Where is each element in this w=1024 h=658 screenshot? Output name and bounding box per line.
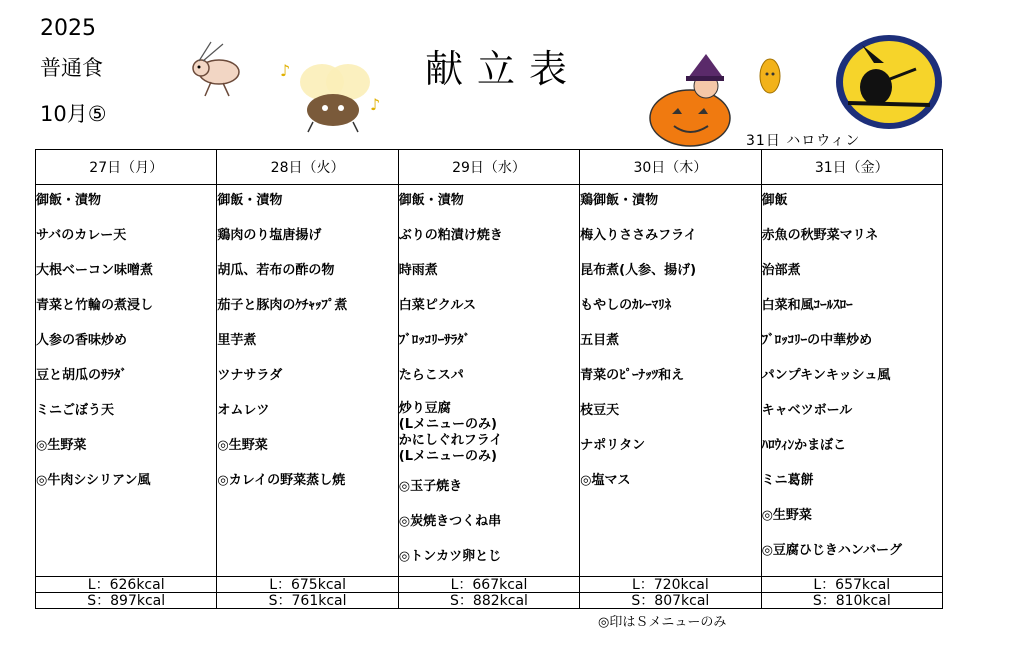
day-header-29: 29日（水） (398, 150, 579, 185)
menu-item: ﾌﾞﾛｯｺﾘｰの中華炒め (761, 333, 873, 348)
menu-item: 大根ベーコン味噌煮 (36, 263, 154, 278)
menu-item: ﾊﾛｳｨﾝかまぼこ (761, 438, 847, 453)
menu-item: パンプキンキッシュ風 (761, 368, 891, 383)
kcal-s-28: S：761kcal (217, 593, 398, 609)
menu-item: 赤魚の秋野菜マリネ (761, 228, 879, 243)
menu-item: かにしぐれフライ (Lメニューのみ) (398, 433, 503, 464)
menu-column-27 (36, 185, 217, 577)
menu-item: もやしのｶﾚｰﾏﾘﾈ (580, 298, 672, 313)
day-header-31: 31日（金） (761, 150, 942, 185)
menu-item: 青菜のﾋﾟｰﾅｯﾂ和え (580, 368, 685, 383)
kcal-s-27: S：897kcal (36, 593, 217, 609)
menu-item: ◎生野菜 (217, 438, 268, 453)
menu-item: ﾌﾞﾛｯｺﾘｰｻﾗﾀﾞ (398, 333, 471, 348)
menu-item: 鶏肉のり塩唐揚げ (217, 228, 322, 243)
menu-item: ◎生野菜 (761, 508, 812, 523)
firefly-icon (278, 58, 390, 136)
menu-item: 白菜ピクルス (398, 298, 477, 313)
menu-item: 豆と胡瓜のｻﾗﾀﾞ (36, 368, 128, 383)
day-header-28: 28日（火） (217, 150, 398, 185)
kcal-l-31: L：657kcal (761, 577, 942, 593)
menu-item: 青菜と竹輪の煮浸し (36, 298, 154, 313)
pumpkin-witch-icon (646, 52, 736, 148)
menu-item: ぶりの粕漬け焼き (398, 228, 503, 243)
menu-item: ◎炭焼きつくね串 (398, 514, 502, 529)
moon-witch-icon (834, 33, 944, 131)
page-title: 献立表 (425, 47, 582, 91)
menu-item: ◎トンカツ卵とじ (398, 549, 502, 564)
menu-item: 昆布煮(人参、揚げ) (580, 263, 697, 278)
kcal-s-31: S：810kcal (761, 593, 942, 609)
footer-note: ◎印はＳメニューのみ (598, 615, 727, 630)
cricket-icon (183, 38, 249, 100)
menu-item: 枝豆天 (580, 403, 620, 418)
kcal-l-30: L：720kcal (580, 577, 761, 593)
menu-item: ◎カレイの野菜蒸し焼 (217, 473, 346, 488)
month-label: 10月⑤ (40, 102, 107, 126)
kcal-l-29: L：667kcal (398, 577, 579, 593)
menu-item: ◎塩マス (580, 473, 631, 488)
menu-item: 御飯・漬物 (217, 193, 283, 208)
menu-item: 御飯・漬物 (398, 193, 464, 208)
menu-item: ミニごぼう天 (36, 403, 115, 418)
day-header-27: 27日（月） (36, 150, 217, 185)
kcal-l-28: L：675kcal (217, 577, 398, 593)
menu-item: ◎玉子焼き (398, 479, 463, 494)
menu-column-31 (761, 185, 942, 577)
menu-item: ◎生野菜 (36, 438, 87, 453)
menu-item: 鶏御飯・漬物 (580, 193, 659, 208)
menu-item: ◎豆腐ひじきハンバーグ (761, 543, 902, 558)
menu-item: キャベツボール (761, 403, 853, 418)
menu-table (35, 149, 943, 609)
menu-item: ナポリタン (580, 438, 646, 453)
menu-item: 炒り豆腐 (Lメニューのみ) (398, 401, 497, 432)
menu-item: 里芋煮 (217, 333, 257, 348)
menu-item: ◎牛肉シシリアン風 (36, 473, 151, 488)
menu-item: 人参の香味炒め (36, 333, 128, 348)
menu-item: 胡瓜、若布の酢の物 (217, 263, 335, 278)
menu-item: 茄子と豚肉のｹﾁｬｯﾌﾟ煮 (217, 298, 348, 313)
menu-column-29 (398, 185, 579, 577)
menu-column-30 (580, 185, 761, 577)
diet-type-label: 普通食 (40, 56, 103, 80)
menu-item: サバのカレー天 (36, 228, 127, 243)
menu-item: 御飯・漬物 (36, 193, 102, 208)
menu-item: 時雨煮 (398, 263, 438, 278)
menu-item: 梅入りささみフライ (580, 228, 697, 243)
svg-text:♪: ♪ (280, 61, 291, 80)
menu-item: オムレツ (217, 403, 270, 418)
menu-column-28 (217, 185, 398, 577)
menu-item: 五目煮 (580, 333, 620, 348)
menu-item: ツナサラダ (217, 368, 283, 383)
menu-item: ミニ葛餅 (761, 473, 814, 488)
day-header-30: 30日（木） (580, 150, 761, 185)
year-label: 2025 (40, 16, 96, 41)
menu-item: たらこスパ (398, 368, 464, 383)
kcal-s-30: S：807kcal (580, 593, 761, 609)
menu-item: 白菜和風ｺｰﾙｽﾛｰ (761, 298, 853, 313)
kcal-l-27: L：626kcal (36, 577, 217, 593)
menu-item: 御飯 (761, 193, 788, 208)
kcal-s-29: S：882kcal (398, 593, 579, 609)
svg-text:♪: ♪ (370, 95, 381, 114)
menu-item: 治部煮 (761, 263, 801, 278)
candy-corn-icon (758, 52, 782, 96)
event-label: 31日 ハロウィン (746, 133, 861, 149)
